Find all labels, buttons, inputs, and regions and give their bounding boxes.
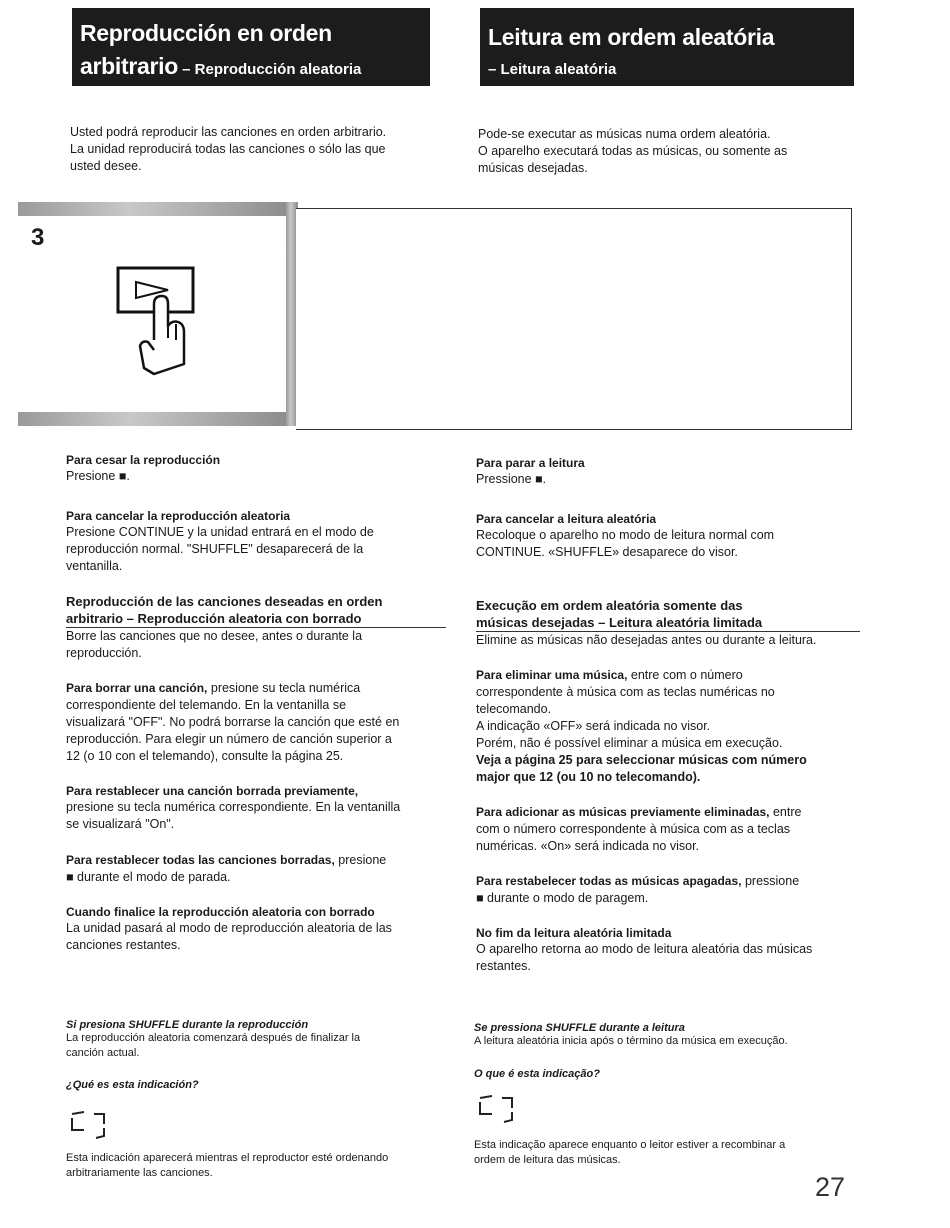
- shuffle-body-line: canción actual.: [66, 1047, 140, 1059]
- cancel-body-line: reproducción normal. "SHUFFLE" desaparecerá de la: [66, 542, 364, 556]
- finish-heading: Cuando finalice la reproducción aleatoria con borrado: [66, 905, 375, 919]
- restore-body-line: numéricas. «On» será indicada no visor.: [476, 839, 700, 853]
- cancel-body-line: Recoloque o aparelho no modo de leitura normal com: [476, 528, 775, 542]
- section-heading: arbitrario – Reproducción aleatoria con borrado: [66, 610, 446, 628]
- restore-all-body: ■ durante o modo de paragem.: [476, 891, 649, 905]
- right-title-line2: – Leitura aleatória: [488, 61, 617, 78]
- intro-line: usted desee.: [70, 159, 142, 173]
- erase-body-line: Porém, não é possível eliminar a música em execução.: [476, 736, 783, 750]
- erase-body-line: reproducción. Para elegir un número de canción superior a: [66, 732, 392, 746]
- erase-heading: Para eliminar uma música,: [476, 668, 628, 682]
- section-body-line: Elimine as músicas não desejadas antes ou durante a leitura.: [476, 633, 817, 647]
- what-body-line: Esta indicación aparecerá mientras el reproductor esté ordenando: [66, 1152, 389, 1164]
- erase-paragraph: [66, 680, 446, 697]
- intro-line: Pode-se executar as músicas numa ordem aleatória.: [478, 127, 771, 141]
- right-what-body: [474, 1138, 858, 1168]
- restore-all-paragraph: [66, 852, 446, 869]
- erase-bold-line: major que 12 (ou 10 no telecomando).: [476, 770, 701, 784]
- finish-body-line: O aparelho retorna ao modo de leitura aleatória das músicas: [476, 942, 813, 956]
- erase-body-line: visualizará "OFF". No podrá borrarse la canción que esté en: [66, 715, 400, 729]
- shuffle-body-line: A leitura aleatória inicia após o término da música em execução.: [474, 1035, 788, 1047]
- restore-all-body: ■ durante el modo de parada.: [66, 870, 231, 884]
- cancel-body-line: CONTINUE. «SHUFFLE» desaparece do visor.: [476, 545, 738, 559]
- erase-body-line: 12 (o 10 con el telemando), consulte la página 25.: [66, 749, 344, 763]
- section-body-line: reproducción.: [66, 646, 142, 660]
- page-number: 27: [815, 1172, 846, 1202]
- shuffle-heading: Se pressiona SHUFFLE durante a leitura: [474, 1022, 685, 1034]
- shuffle-heading: Si presiona SHUFFLE durante la reproducción: [66, 1019, 309, 1031]
- right-title-line1: Leitura em ordem aleatória: [488, 24, 775, 50]
- intro-line: músicas desejadas.: [478, 161, 588, 175]
- left-title-line2-big: arbitrario: [80, 53, 178, 79]
- right-column: [476, 455, 860, 975]
- stop-body: Presione ■.: [66, 469, 130, 483]
- step-panel: [296, 208, 852, 430]
- cancel-heading: Para cancelar la reproducción aleatoria: [66, 509, 291, 523]
- erase-body-line: correspondente à música com as teclas numéricas no: [476, 685, 775, 699]
- erase-body-line: telecomando.: [476, 702, 552, 716]
- step-number: 3: [31, 224, 45, 251]
- intro-line: Usted podrá reproducir las canciones en orden arbitrario.: [70, 125, 387, 139]
- left-intro: [70, 124, 440, 175]
- restore-all-lead: presione: [334, 853, 387, 867]
- finish-body-line: canciones restantes.: [66, 938, 181, 952]
- what-heading: ¿Qué es esta indicación?: [66, 1079, 199, 1091]
- section-heading: Execução em ordem aleatória somente das: [476, 598, 743, 613]
- press-play-illustration: [110, 260, 220, 380]
- what-body-line: Esta indicação aparece enquanto o leitor estiver a recombinar a: [474, 1139, 786, 1151]
- shuffle-indicator-icon: [66, 1108, 116, 1144]
- left-notes: [66, 1019, 446, 1091]
- restore-body-line: se visualizará "On".: [66, 817, 175, 831]
- figure-bottom-bar: [18, 412, 296, 426]
- left-title-line1: Reproducción en orden: [80, 20, 332, 46]
- shuffle-body-line: La reproducción aleatoria comenzará después de finalizar la: [66, 1032, 361, 1044]
- erase-paragraph: [476, 667, 860, 684]
- restore-body-line: com o número correspondente à música com as a teclas: [476, 822, 791, 836]
- right-intro: [478, 126, 858, 177]
- section-heading: Reproducción de las canciones deseadas en orden: [66, 594, 383, 609]
- section-body-line: Borre las canciones que no desee, antes o durante la: [66, 629, 363, 643]
- right-notes: [474, 1022, 858, 1080]
- left-title-box: [72, 8, 430, 86]
- cancel-heading: Para cancelar a leitura aleatória: [476, 512, 657, 526]
- erase-heading: Para borrar una canción,: [66, 681, 208, 695]
- figure-top-bar: [18, 202, 296, 216]
- erase-body-line: correspondiente del telemando. En la ventanilla se: [66, 698, 347, 712]
- what-body-line: ordem de leitura das músicas.: [474, 1154, 621, 1166]
- restore-all-lead: pressione: [741, 874, 800, 888]
- intro-line: La unidad reproducirá todas las canciones o sólo las que: [70, 142, 386, 156]
- cancel-body-line: Presione CONTINUE y la unidad entrará en el modo de: [66, 525, 374, 539]
- restore-heading: Para restablecer una canción borrada previamente,: [66, 784, 359, 798]
- finish-body-line: La unidad pasará al modo de reproducción aleatoria de las: [66, 921, 392, 935]
- section-heading: músicas desejadas – Leitura aleatória limitada: [476, 614, 860, 632]
- restore-body-line: presione su tecla numérica correspondiente. En la ventanilla: [66, 800, 401, 814]
- erase-bold-line: Veja a página 25 para seleccionar músicas com número: [476, 753, 807, 767]
- left-what-body: [66, 1151, 446, 1181]
- restore-lead: entre: [769, 805, 802, 819]
- cancel-body-line: ventanilla.: [66, 559, 123, 573]
- erase-lead: entre com o número: [627, 668, 743, 682]
- intro-line: O aparelho executará todas as músicas, ou somente as: [478, 144, 788, 158]
- restore-all-heading: Para restabelecer todas as músicas apagadas,: [476, 874, 742, 888]
- left-title-line2: [80, 53, 361, 80]
- finish-body-line: restantes.: [476, 959, 531, 973]
- finish-heading: No fim da leitura aleatória limitada: [476, 926, 672, 940]
- right-title-box: [480, 8, 854, 86]
- what-body-line: arbitrariamente las canciones.: [66, 1167, 213, 1179]
- left-column: [66, 452, 446, 954]
- stop-heading: Para parar a leitura: [476, 456, 585, 470]
- erase-body-line: A indicação «OFF» será indicada no visor.: [476, 719, 711, 733]
- shuffle-indicator-icon: [474, 1092, 524, 1128]
- restore-paragraph: [476, 804, 860, 821]
- stop-heading: Para cesar la reproducción: [66, 453, 221, 467]
- restore-heading: Para adicionar as músicas previamente eliminadas,: [476, 805, 770, 819]
- stop-body: Pressione ■.: [476, 472, 547, 486]
- erase-lead: presione su tecla numérica: [207, 681, 361, 695]
- restore-all-paragraph: [476, 873, 860, 890]
- left-title-line2-small: – Reproducción aleatoria: [177, 61, 362, 78]
- what-heading: O que é esta indicação?: [474, 1068, 600, 1080]
- restore-all-heading: Para restablecer todas las canciones borradas,: [66, 853, 335, 867]
